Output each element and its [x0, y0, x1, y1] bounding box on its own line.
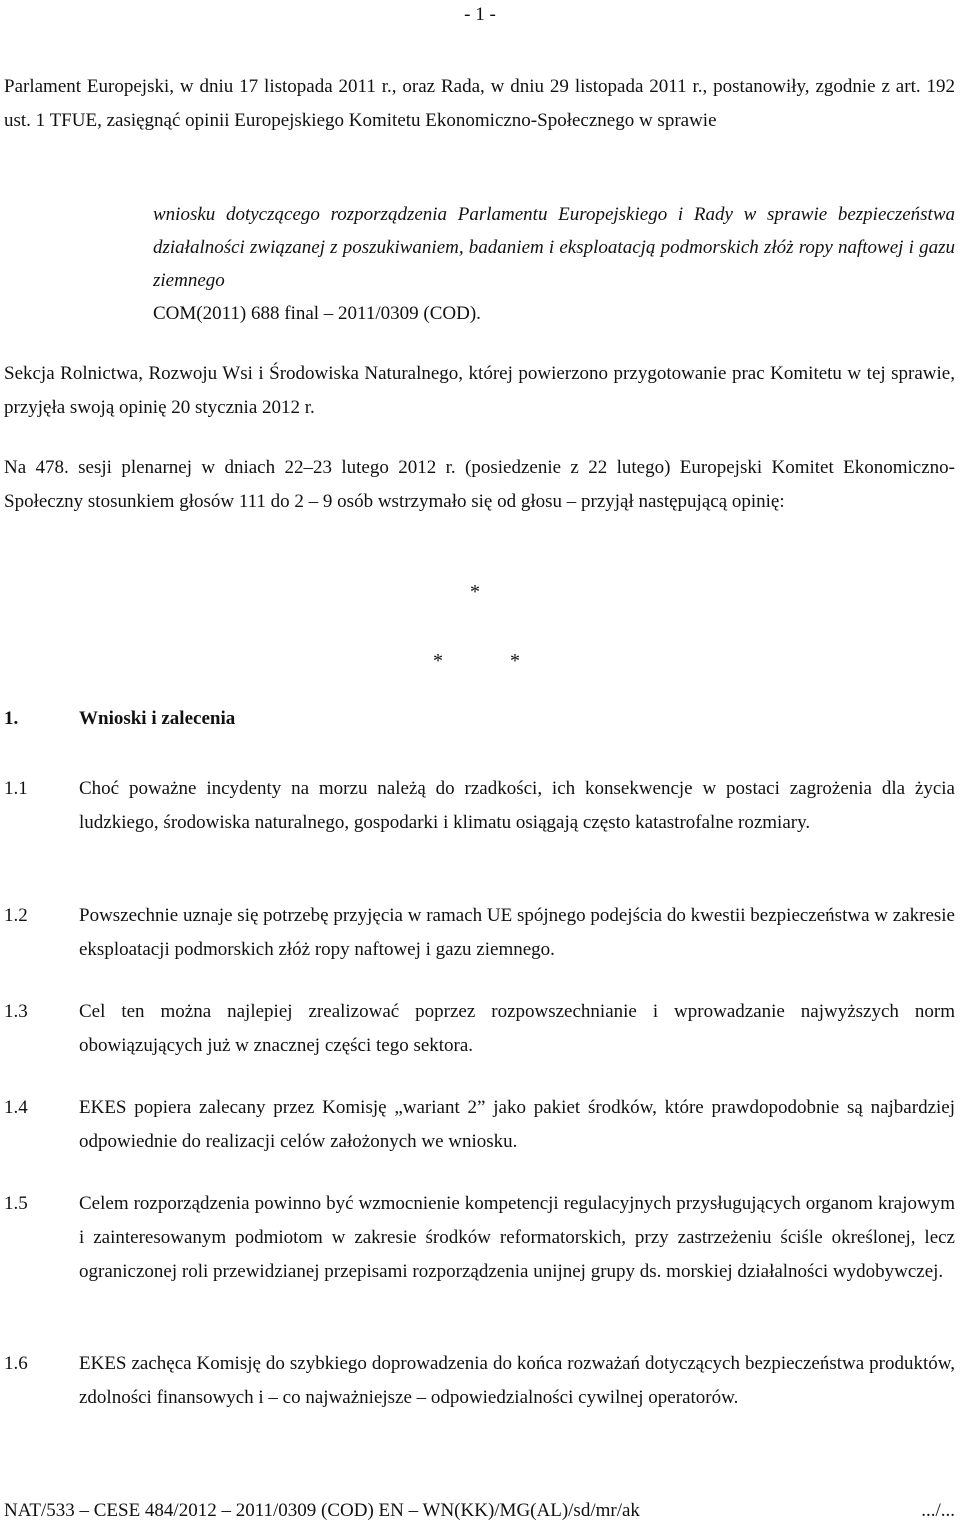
proposal-reference: COM(2011) 688 final – 2011/0309 (COD).	[153, 303, 481, 324]
section-title: Wnioski i zalecenia	[79, 708, 236, 729]
section-number: 1.	[4, 708, 19, 729]
footer-continuation: .../...	[921, 1500, 955, 1521]
item-number: 1.5	[4, 1193, 28, 1214]
item-text: Celem rozporządzenia powinno być wzmocnienie kompetencji regulacyjnych przysługujących organom krajowym i zainteresowanym podmiotom w zakresie środków reformatorskich, przy zastrzeżeniu ściśle określonej, lecz ograniczonej roli przewidzianej przepisami rozporządzenia unijnej grupy ds. morskiej działalności wydobywczej.	[79, 1193, 955, 1282]
item-number: 1.2	[4, 905, 28, 926]
item-number: 1.4	[4, 1097, 28, 1118]
item-text: EKES popiera zalecany przez Komisję „wariant 2” jako pakiet środków, które prawdopodobnie są najbardziej odpowiednie do realizacji celów założonych we wniosku.	[79, 1097, 955, 1152]
proposal-block	[153, 198, 955, 330]
list-item	[4, 772, 955, 840]
proposal-title: wniosku dotyczącego rozporządzenia Parlamentu Europejskiego i Rady w sprawie bezpieczeństwa działalności związanej z poszukiwaniem, badaniem i eksploatacją podmorskich złóż ropy naftowej i gazu ziemnego	[153, 204, 955, 291]
list-item	[4, 1187, 955, 1289]
list-item	[4, 995, 955, 1063]
separator-star-left: *	[433, 650, 443, 672]
list-item	[4, 1091, 955, 1159]
item-text: Choć poważne incydenty na morzu należą do rzadkości, ich konsekwencje w postaci zagrożenia dla życia ludzkiego, środowiska naturalnego, gospodarki i klimatu osiągają często katastrofalne rozmiary.	[79, 778, 955, 833]
item-text: Powszechnie uznaje się potrzebę przyjęcia w ramach UE spójnego podejścia do kwestii bezpieczeństwa w zakresie eksploatacji podmorskich złóż ropy naftowej i gazu ziemnego.	[79, 905, 955, 960]
footer	[4, 1500, 955, 1522]
item-number: 1.3	[4, 1001, 28, 1022]
list-item	[4, 1347, 955, 1415]
item-text: EKES zachęca Komisję do szybkiego doprowadzenia do końca rozważań dotyczących bezpieczeństwa produktów, zdolności finansowych i – co najważniejsze – odpowiedzialności cywilnej operatorów.	[79, 1353, 955, 1408]
separator-star-top: *	[470, 581, 480, 603]
item-number: 1.6	[4, 1353, 28, 1374]
list-item	[4, 899, 955, 967]
separator-star-right: *	[510, 650, 520, 672]
page-number: - 1 -	[464, 4, 496, 25]
session-paragraph: Na 478. sesji plenarnej w dniach 22–23 lutego 2012 r. (posiedzenie z 22 lutego) Europejski Komitet Ekonomiczno-Społeczny stosunkiem głosów 111 do 2 – 9 osób wstrzymało się od głosu – przyjął następującą opinię:	[4, 457, 955, 512]
item-number: 1.1	[4, 778, 28, 799]
section-paragraph: Sekcja Rolnictwa, Rozwoju Wsi i Środowiska Naturalnego, której powierzono przygotowanie prac Komitetu w tej sprawie, przyjęła swoją opinię 20 stycznia 2012 r.	[4, 363, 955, 418]
footer-reference: NAT/533 – CESE 484/2012 – 2011/0309 (COD) EN – WN(KK)/MG(AL)/sd/mr/ak	[4, 1500, 640, 1521]
item-text: Cel ten można najlepiej zrealizować poprzez rozpowszechnianie i wprowadzanie najwyższych norm obowiązujących już w znacznej części tego sektora.	[79, 1001, 955, 1056]
intro-paragraph: Parlament Europejski, w dniu 17 listopada 2011 r., oraz Rada, w dniu 29 listopada 2011 r., postanowiły, zgodnie z art. 192 ust. 1 TFUE, zasięgnąć opinii Europejskiego Komitetu Ekonomiczno-Społecznego w sprawie	[4, 76, 955, 131]
